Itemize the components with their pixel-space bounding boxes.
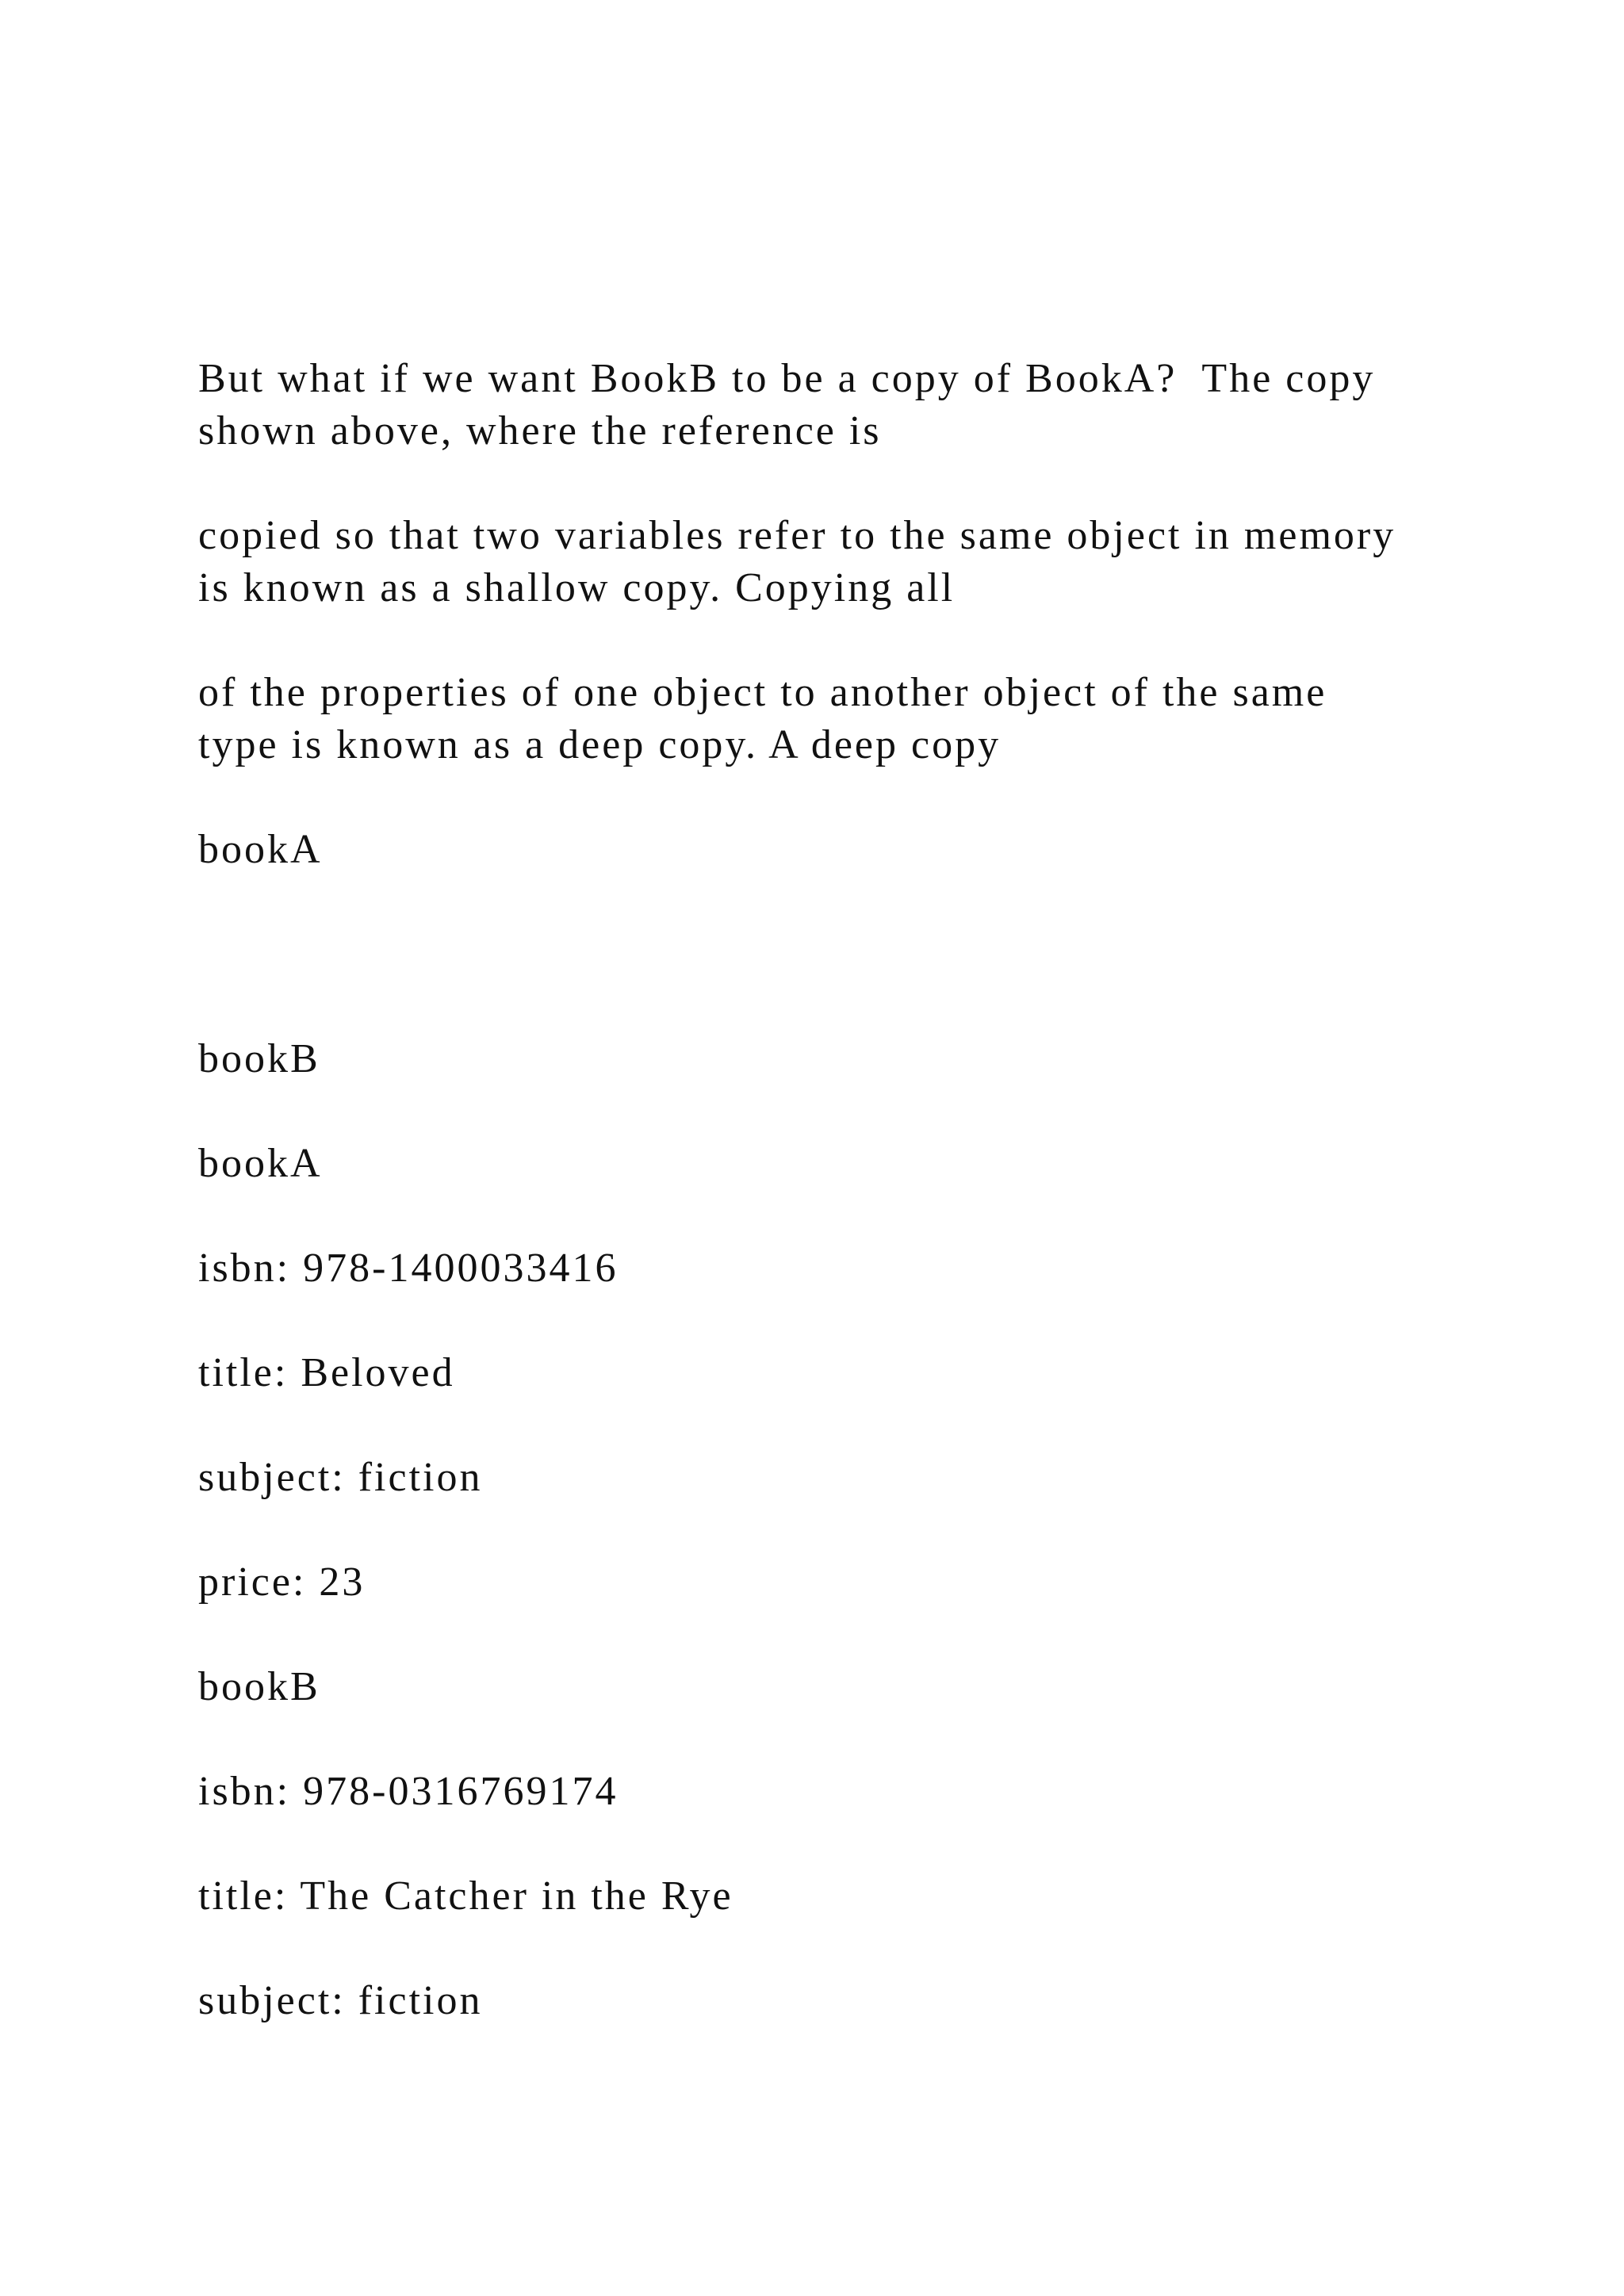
paragraph-2: copied so that two variables refer to the same object in memory is known as a shallow copy. Copying all [198,513,1396,610]
label-bookb: bookB [198,1036,320,1081]
booka-isbn: isbn: 978-1400033416 [198,1246,619,1291]
bookb-subject: subject: fiction [198,1978,483,2023]
paragraph-1: But what if we want BookB to be a copy of BookA? The copy shown above, where the reference is [198,356,1376,453]
bookb-title: title: The Catcher in the Rye [198,1873,733,1919]
label-booka: bookA [198,827,323,872]
booka-subject: subject: fiction [198,1455,483,1500]
paragraph-3: of the properties of one object to another object of the same type is known as a deep copy. A deep copy [198,670,1327,767]
booka-price: price: 23 [198,1559,366,1605]
bookb-isbn: isbn: 978-0316769174 [198,1769,619,1814]
booka-title: title: Beloved [198,1350,455,1395]
label-booka-object: bookA [198,1141,323,1186]
label-bookb-object: bookB [198,1664,320,1709]
